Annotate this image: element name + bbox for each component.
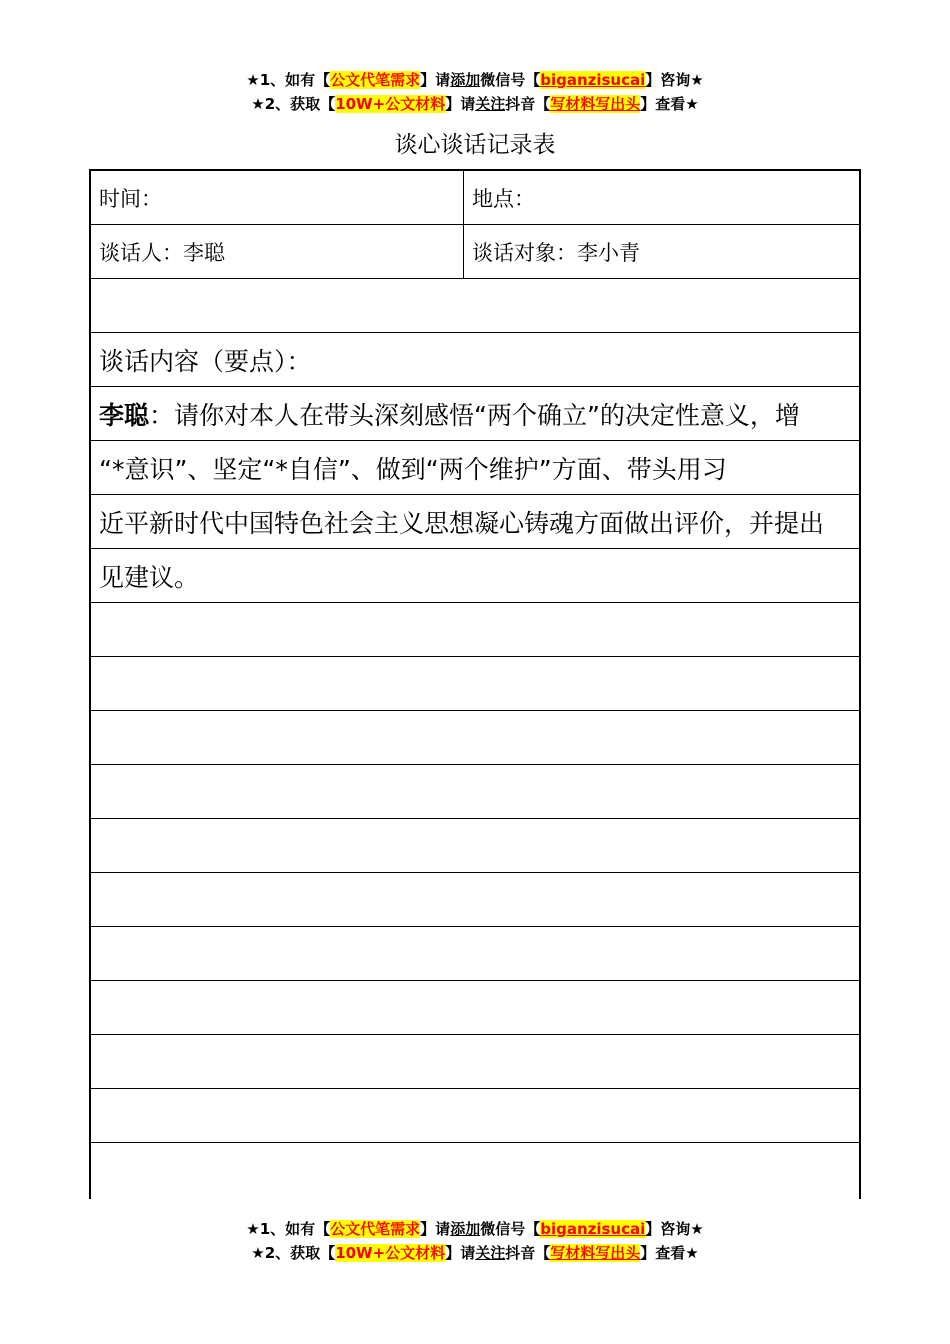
target-cell: 谈话对象：李小青 [472, 240, 640, 265]
banner-line-2: ★2、获取【10W+公文材料】请关注抖音【写材料写出头】查看★ [251, 95, 699, 113]
banner-highlight: 公文代笔需求 [330, 71, 421, 89]
content-speaker: 李聪 [99, 400, 150, 430]
banner-highlight: 10W+公文材料 [335, 95, 446, 113]
blank-row [91, 819, 859, 873]
blank-row [91, 1035, 859, 1089]
blank-row [91, 981, 859, 1035]
banner-highlight: 10W+公文材料 [335, 1244, 446, 1262]
record-form-table [89, 169, 861, 1199]
blank-row [91, 603, 859, 657]
content-line: 近平新时代中国特色社会主义思想凝心铸魂方面做出评价，并提出 [91, 495, 859, 549]
blank-row [91, 765, 859, 819]
blank-row [91, 279, 859, 333]
banner-douyin-id: 写材料写出头 [550, 1244, 641, 1262]
row-content-label [91, 333, 859, 387]
banner-highlight: 公文代笔需求 [330, 1220, 421, 1238]
banner-line-1: ★1、如有【公文代笔需求】请添加微信号【biganzisucai】咨询★ [246, 71, 704, 89]
banner-wechat-id: biganzisucai [540, 71, 646, 89]
place-cell: 地点： [472, 186, 535, 211]
speaker-cell: 谈话人：李聪 [91, 225, 464, 278]
banner-line-2: ★2、获取【10W+公文材料】请关注抖音【写材料写出头】查看★ [251, 1244, 699, 1262]
content-line: “*意识”、坚定“*自信”、做到“两个维护”方面、带头用习 [91, 441, 859, 495]
blank-row [91, 927, 859, 981]
content-line: 见建议。 [91, 549, 859, 603]
row-time-place [91, 171, 859, 225]
blank-row [91, 1143, 859, 1197]
banner-douyin-id: 写材料写出头 [550, 95, 641, 113]
banner-line-1: ★1、如有【公文代笔需求】请添加微信号【biganzisucai】咨询★ [246, 1220, 704, 1238]
content-label: 谈话内容（要点）： [99, 346, 312, 376]
blank-row [91, 1089, 859, 1143]
document-title: 谈心谈话记录表 [394, 132, 556, 158]
time-cell: 时间： [91, 171, 464, 224]
top-banner [0, 68, 950, 116]
row-participants [91, 225, 859, 279]
content-line: 李聪：请你对本人在带头深刻感悟“两个确立”的决定性意义，增 [91, 387, 859, 441]
blank-row [91, 711, 859, 765]
banner-wechat-id: biganzisucai [540, 1220, 646, 1238]
bottom-banner [0, 1217, 950, 1265]
blank-row [91, 657, 859, 711]
blank-row [91, 873, 859, 927]
